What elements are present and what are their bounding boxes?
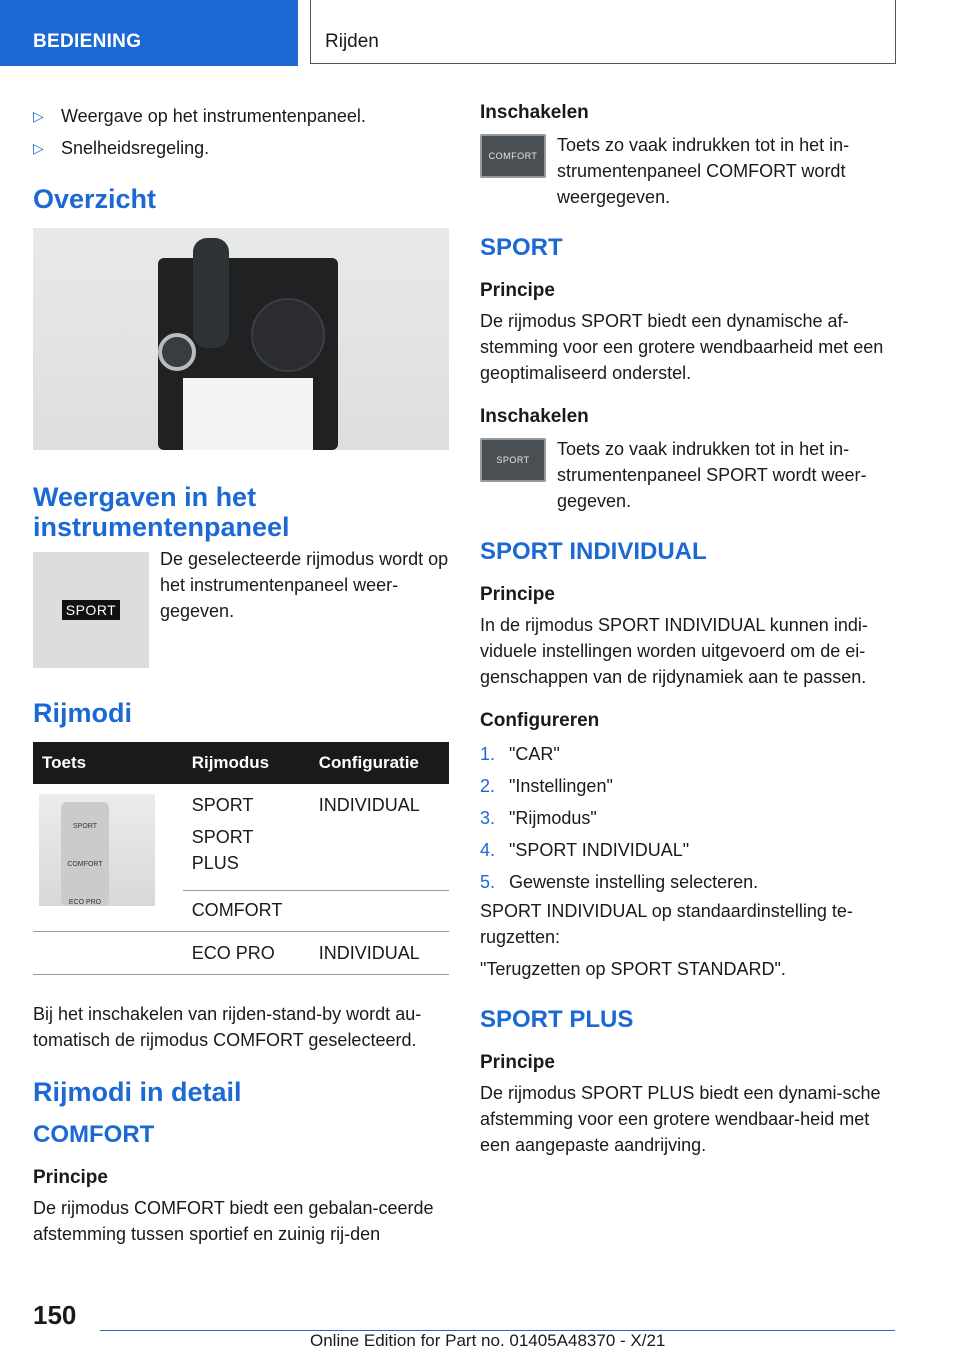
sport-text: De rijmodus SPORT biedt een dynamische af-stemming voor een grotere wendbaarheid met een geoptimaliseerd onderstel. [480,311,884,383]
comfort-heading: COMFORT [33,1121,155,1148]
page-header [0,0,960,66]
display-heading: Weergaven in het instrumentenpaneel [33,482,290,542]
triangle-bullet-icon: ▷ [33,108,44,124]
configure-steps [480,738,896,898]
list-item: 2. "Instellingen" [480,776,613,796]
modes-heading: Rijmodi [33,698,132,728]
sport-enable-block [480,436,896,514]
principle-label: Principe [480,584,555,605]
principle-label: Principe [480,1052,555,1073]
list-item: 5. Gewenste instelling selecteren. [480,872,759,892]
display-block [33,549,449,668]
sport-badge: SPORT [62,600,120,620]
column-header: Toets [33,742,183,784]
principle-label: Principe [33,1167,108,1188]
comfort-enable-block [480,132,896,210]
sport-plus-heading: SPORT PLUS [480,1006,634,1033]
reset-text: SPORT INDIVIDUAL op standaardinstelling te-rugzetten: [480,901,853,947]
principle-label: Principe [480,280,555,301]
chapter-title: Rijden [310,0,896,64]
detail-heading: Rijmodi in detail [33,1077,242,1107]
column-header: Rijmodus [183,742,310,784]
page-number: 150 [33,1300,77,1330]
mode-keypad-image: SPORT COMFORT ECO PRO [39,794,155,906]
configure-label: Configureren [480,710,600,731]
table-row: ECO PRO INDIVIDUAL [33,932,449,975]
table-row: SPORT COMFORT ECO PRO SPORT SPORT PLUS INDIVIDUAL [33,784,449,876]
sport-heading: SPORT [480,234,563,261]
individual-heading: SPORT INDIVIDUAL [480,538,707,565]
list-item: 4. "SPORT INDIVIDUAL" [480,840,690,860]
edition-note: Online Edition for Part no. 01405A48370 - X/21 [310,1331,666,1350]
display-description: De geselecteerde rijmodus wordt op het instrumentenpaneel weer-gegeven. [160,549,449,621]
comfort-enable-text: Toets zo vaak indrukken tot in het in-strumentenpaneel COMFORT wordt weergegeven. [557,135,850,207]
individual-text: In de rijmodus SPORT INDIVIDUAL kunnen indi-viduele instellingen worden uitgevoerd om de ei-genschappen van de rijdynamiek aan te passen. [480,615,868,687]
gear-lever [193,238,229,348]
cup-holder [158,333,196,371]
overview-heading: Overzicht [33,184,157,214]
table-row: COMFORT [33,891,449,932]
triangle-bullet-icon: ▷ [33,140,44,156]
sport-plus-text: De rijmodus SPORT PLUS biedt een dynami-sche afstemming voor een grotere wendbaar-heid met een aangepaste aandrijving. [480,1083,881,1155]
controller-knob [251,298,325,372]
list-item: 1. "CAR" [480,744,560,764]
list-item: ▷ Snelheidsregeling. [33,132,449,164]
list-item: ▷ Weergave op het instrumentenpaneel. [33,100,449,132]
modes-table [33,742,449,975]
enable-label: Inschakelen [480,102,589,123]
console-photo [33,228,449,450]
comfort-button-image: COMFORT [480,134,546,178]
enable-label: Inschakelen [480,406,589,427]
left-column [33,100,449,1247]
comfort-text: De rijmodus COMFORT biedt een gebalan-ceerde afstemming tussen sportief en zuinig rij-den [33,1198,434,1244]
reset-action: "Terugzetten op SPORT STANDARD". [480,959,786,979]
right-column [480,100,896,1158]
list-item: 3. "Rijmodus" [480,808,597,828]
display-thumbnail [33,552,149,668]
section-tab: BEDIENING [0,0,298,66]
standby-text: Bij het inschakelen van rijden-stand-by wordt au-tomatisch de rijmodus COMFORT geselecteerd. [33,1004,422,1050]
column-header: Configuratie [310,742,449,784]
sport-enable-text: Toets zo vaak indrukken tot in het in-strumentenpaneel SPORT wordt weer-gegeven. [557,439,867,511]
sport-button-image: SPORT [480,438,546,482]
